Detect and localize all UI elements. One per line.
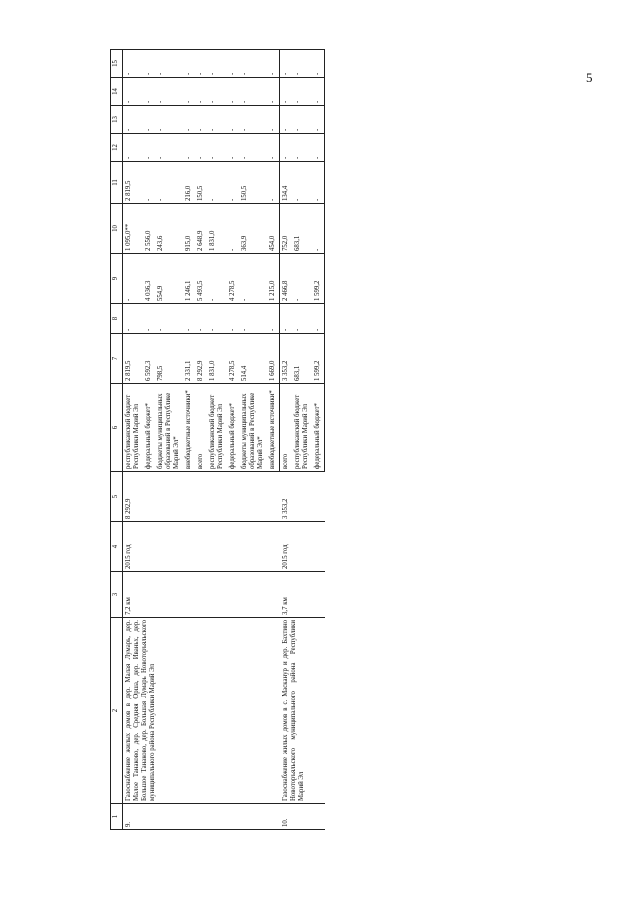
- column-header-3: 3: [111, 572, 123, 618]
- page-number: 5: [586, 70, 593, 85]
- value-cell-13: -: [267, 106, 280, 134]
- value-cell-11: -: [292, 162, 312, 204]
- column-header-4: 4: [111, 522, 123, 572]
- funding-source: всего: [280, 384, 293, 472]
- value-cell-14: -: [155, 78, 183, 106]
- value-cell-10: -: [227, 204, 239, 254]
- value-cell-7: 6 592,3: [143, 334, 155, 384]
- value-cell-11: 150,5: [195, 162, 207, 204]
- value-cell-11: -: [312, 162, 325, 204]
- value-cell-15: -: [267, 50, 280, 78]
- value-cell-11: -: [207, 162, 227, 204]
- funding-source: федеральный бюджет*: [312, 384, 325, 472]
- value-cell-14: -: [207, 78, 227, 106]
- value-cell-15: -: [312, 50, 325, 78]
- value-cell-15: -: [123, 50, 144, 78]
- table-body: [123, 50, 325, 830]
- value-cell-15: -: [155, 50, 183, 78]
- value-cell-7: 4 278,5: [227, 334, 239, 384]
- value-cell-12: -: [183, 134, 195, 162]
- value-cell-15: -: [143, 50, 155, 78]
- column-header-10: 10: [111, 204, 123, 254]
- value-cell-14: -: [123, 78, 144, 106]
- value-cell-13: -: [280, 106, 293, 134]
- value-cell-13: -: [123, 106, 144, 134]
- estimated-cost: 8 292,9: [123, 472, 280, 522]
- value-cell-12: -: [143, 134, 155, 162]
- construction-year: 2015 год: [280, 522, 325, 572]
- value-cell-11: 216,0: [183, 162, 195, 204]
- value-cell-11: -: [227, 162, 239, 204]
- value-cell-8: -: [183, 304, 195, 334]
- value-cell-15: -: [280, 50, 293, 78]
- value-cell-10: 243,6: [155, 204, 183, 254]
- value-cell-8: -: [267, 304, 280, 334]
- funding-source: республиканский бюджет Республики Марий Эл: [207, 384, 227, 472]
- funding-source: федеральный бюджет*: [227, 384, 239, 472]
- value-cell-7: 683,1: [292, 334, 312, 384]
- value-cell-10: 363,9: [239, 204, 267, 254]
- value-cell-9: 1 215,0: [267, 254, 280, 304]
- value-cell-7: 1 599,2: [312, 334, 325, 384]
- rotated-table-container: [110, 50, 630, 830]
- value-cell-9: 2 466,8: [280, 254, 293, 304]
- value-cell-10: 2 648,9: [195, 204, 207, 254]
- funding-source: бюджеты муниципальных образований в Республике Марий Эл*: [155, 384, 183, 472]
- value-cell-13: -: [227, 106, 239, 134]
- value-cell-7: 2 331,1: [183, 334, 195, 384]
- value-cell-14: -: [267, 78, 280, 106]
- value-cell-7: 798,5: [155, 334, 183, 384]
- object-length: 7,2 км: [123, 572, 280, 618]
- value-cell-11: -: [267, 162, 280, 204]
- column-header-11: 11: [111, 162, 123, 204]
- value-cell-7: 1 831,0: [207, 334, 227, 384]
- value-cell-9: 1 246,1: [183, 254, 195, 304]
- value-cell-8: -: [292, 304, 312, 334]
- value-cell-11: -: [143, 162, 155, 204]
- object-length: 3,7 км: [280, 572, 325, 618]
- value-cell-15: -: [183, 50, 195, 78]
- value-cell-9: -: [239, 254, 267, 304]
- value-cell-8: -: [280, 304, 293, 334]
- column-header-14: 14: [111, 78, 123, 106]
- value-cell-15: -: [207, 50, 227, 78]
- value-cell-10: 1 831,0: [207, 204, 227, 254]
- value-cell-11: -: [155, 162, 183, 204]
- value-cell-9: -: [292, 254, 312, 304]
- funding-source: всего: [195, 384, 207, 472]
- column-header-7: 7: [111, 334, 123, 384]
- funding-source: бюджеты муниципальных образований в Республике Марий Эл*: [239, 384, 267, 472]
- funding-source: внебюджетные источники*: [183, 384, 195, 472]
- value-cell-14: -: [183, 78, 195, 106]
- value-cell-12: -: [195, 134, 207, 162]
- value-cell-14: -: [292, 78, 312, 106]
- value-cell-9: 4 278,5: [227, 254, 239, 304]
- value-cell-14: -: [239, 78, 267, 106]
- value-cell-12: -: [267, 134, 280, 162]
- value-cell-9: 1 599,2: [312, 254, 325, 304]
- value-cell-13: -: [292, 106, 312, 134]
- column-header-15: 15: [111, 50, 123, 78]
- value-cell-7: 8 292,9: [195, 334, 207, 384]
- funding-source: республиканский бюджет Республики Марий Эл: [292, 384, 312, 472]
- value-cell-7: 1 669,0: [267, 334, 280, 384]
- value-cell-7: 3 353,2: [280, 334, 293, 384]
- value-cell-12: -: [280, 134, 293, 162]
- value-cell-15: -: [239, 50, 267, 78]
- value-cell-13: -: [155, 106, 183, 134]
- row-number: 9.: [123, 804, 280, 830]
- value-cell-9: 554,9: [155, 254, 183, 304]
- value-cell-14: -: [227, 78, 239, 106]
- table-row: [123, 50, 144, 830]
- value-cell-15: -: [227, 50, 239, 78]
- column-header-8: 8: [111, 304, 123, 334]
- value-cell-13: -: [183, 106, 195, 134]
- value-cell-9: 5 493,5: [195, 254, 207, 304]
- value-cell-10: 2 556,0: [143, 204, 155, 254]
- value-cell-9: -: [207, 254, 227, 304]
- value-cell-12: -: [292, 134, 312, 162]
- row-number: 10.: [280, 804, 325, 830]
- value-cell-14: -: [195, 78, 207, 106]
- value-cell-10: 752,0: [280, 204, 293, 254]
- value-cell-15: -: [195, 50, 207, 78]
- value-cell-9: 4 036,3: [143, 254, 155, 304]
- value-cell-11: 150,5: [239, 162, 267, 204]
- value-cell-10: 1 095,0**: [123, 204, 144, 254]
- object-name: Газоснабжение жилых домов в с. Масканур и дер. Бахтино Новоторъяльского муниципального района Республики Марий Эл: [280, 618, 325, 804]
- value-cell-8: -: [239, 304, 267, 334]
- value-cell-12: -: [239, 134, 267, 162]
- funding-source: федеральный бюджет*: [143, 384, 155, 472]
- column-header-6: 6: [111, 384, 123, 472]
- estimated-cost: 3 353,2: [280, 472, 325, 522]
- value-cell-10: 683,1: [292, 204, 312, 254]
- value-cell-14: -: [312, 78, 325, 106]
- value-cell-13: -: [239, 106, 267, 134]
- value-cell-15: -: [292, 50, 312, 78]
- value-cell-12: -: [155, 134, 183, 162]
- value-cell-12: -: [312, 134, 325, 162]
- value-cell-10: 454,0: [267, 204, 280, 254]
- value-cell-9: -: [123, 254, 144, 304]
- column-header-13: 13: [111, 106, 123, 134]
- value-cell-11: 134,4: [280, 162, 293, 204]
- table-row: [280, 50, 293, 830]
- value-cell-8: -: [155, 304, 183, 334]
- value-cell-13: -: [312, 106, 325, 134]
- value-cell-10: -: [312, 204, 325, 254]
- value-cell-7: 2 819,5: [123, 334, 144, 384]
- funding-source: республиканский бюджет Республики Марий Эл: [123, 384, 144, 472]
- value-cell-8: -: [195, 304, 207, 334]
- value-cell-13: -: [143, 106, 155, 134]
- value-cell-13: -: [207, 106, 227, 134]
- construction-year: 2015 год: [123, 522, 280, 572]
- value-cell-12: -: [123, 134, 144, 162]
- column-header-2: 2: [111, 618, 123, 804]
- value-cell-12: -: [227, 134, 239, 162]
- header-row: [111, 50, 123, 830]
- column-header-12: 12: [111, 134, 123, 162]
- value-cell-8: -: [143, 304, 155, 334]
- value-cell-14: -: [143, 78, 155, 106]
- column-header-5: 5: [111, 472, 123, 522]
- value-cell-11: 2 819,5: [123, 162, 144, 204]
- value-cell-14: -: [280, 78, 293, 106]
- funding-source: внебюджетные источники*: [267, 384, 280, 472]
- program-table: [110, 49, 325, 830]
- value-cell-12: -: [207, 134, 227, 162]
- value-cell-8: -: [207, 304, 227, 334]
- value-cell-10: 915,0: [183, 204, 195, 254]
- value-cell-13: -: [195, 106, 207, 134]
- column-header-9: 9: [111, 254, 123, 304]
- column-header-1: 1: [111, 804, 123, 830]
- value-cell-8: -: [227, 304, 239, 334]
- object-name: Газоснабжение жилых домов в дер. Малая Лумарь, дер. Малое Танаково, дер. Средняя Орша, дер. Иваньх, дер. Большое Танаково, дер. Большая Лумарь Новоторъяльского муниципального района Республики Марий Эл: [123, 618, 280, 804]
- value-cell-8: -: [123, 304, 144, 334]
- value-cell-8: -: [312, 304, 325, 334]
- value-cell-7: 514,4: [239, 334, 267, 384]
